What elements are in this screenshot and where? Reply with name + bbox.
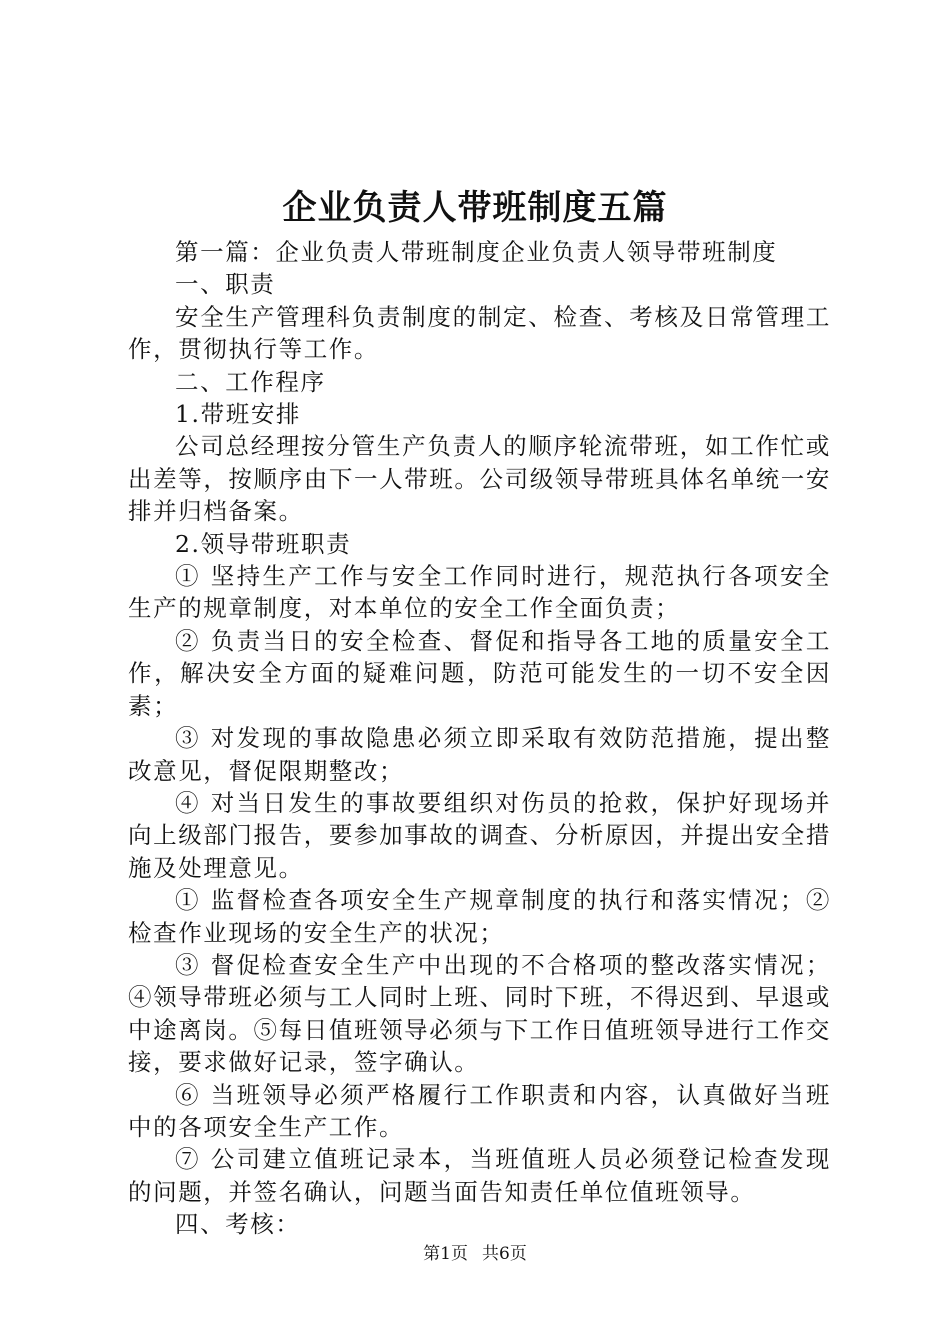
paragraph-list-item: ① 监督检查各项安全生产规章制度的执行和落实情况；② 检查作业现场的安全生产的状况； bbox=[128, 886, 831, 947]
page-footer bbox=[0, 1243, 950, 1265]
paragraph-text: 安全生产管理科负责制度的制定、检查、考核及日常管理工作，贯彻执行等工作。 bbox=[128, 302, 831, 364]
paragraph-chapter-heading: 第一篇：企业负责人带班制度企业负责人领导带班制度 bbox=[175, 238, 778, 266]
page-number: 第1页 bbox=[423, 1244, 468, 1264]
document-title: 企业负责人带班制度五篇 bbox=[282, 188, 668, 228]
paragraph-list-item: ⑦ 公司建立值班记录本，当班值班人员必须登记检查发现的问题，并签名确认，问题当面告知责任单位值班领导。 bbox=[128, 1145, 831, 1206]
paragraph-subsection: 2.领导带班职责 bbox=[175, 529, 352, 558]
paragraph-list-item: ⑥ 当班领导必须严格履行工作职责和内容，认真做好当班中的各项安全生产工作。 bbox=[128, 1080, 831, 1141]
paragraph-list-item: ④ 对当日发生的事故要组织对伤员的抢救，保护好现场并向上级部门报告，要参加事故的调查、分析原因，并提出安全措施及处理意见。 bbox=[128, 788, 831, 882]
document-body bbox=[128, 236, 831, 1241]
paragraph-section-responsibility: 一、职责 bbox=[175, 270, 276, 299]
paragraph-list-item: ① 坚持生产工作与安全工作同时进行，规范执行各项安全生产的规章制度，对本单位的安全工作全面负责； bbox=[128, 562, 831, 623]
paragraph-subsection: 1.带班安排 bbox=[175, 400, 302, 429]
page-count: 共6页 bbox=[482, 1244, 527, 1264]
paragraph-section-assessment: 四、考核： bbox=[175, 1210, 301, 1239]
paragraph-list-item: ② 负责当日的安全检查、督促和指导各工地的质量安全工作，解决安全方面的疑难问题，防范可能发生的一切不安全因素； bbox=[128, 626, 831, 720]
paragraph-list-item: ③ 督促检查安全生产中出现的不合格项的整改落实情况；④领导带班必须与工人同时上班、同时下班，不得迟到、早退或中途离岗。⑤每日值班领导必须与下工作日值班领导进行工作交接，要求做好记录，签字确认。 bbox=[128, 950, 831, 1077]
paragraph-list-item: ③ 对发现的事故隐患必须立即采取有效防范措施，提出整改意见，督促限期整改； bbox=[128, 724, 831, 785]
paragraph-section-procedure: 二、工作程序 bbox=[175, 367, 326, 396]
paragraph-text: 公司总经理按分管生产负责人的顺序轮流带班，如工作忙或出差等，按顺序由下一人带班。公司级领导带班具体名单统一安排并归档备案。 bbox=[128, 432, 831, 526]
